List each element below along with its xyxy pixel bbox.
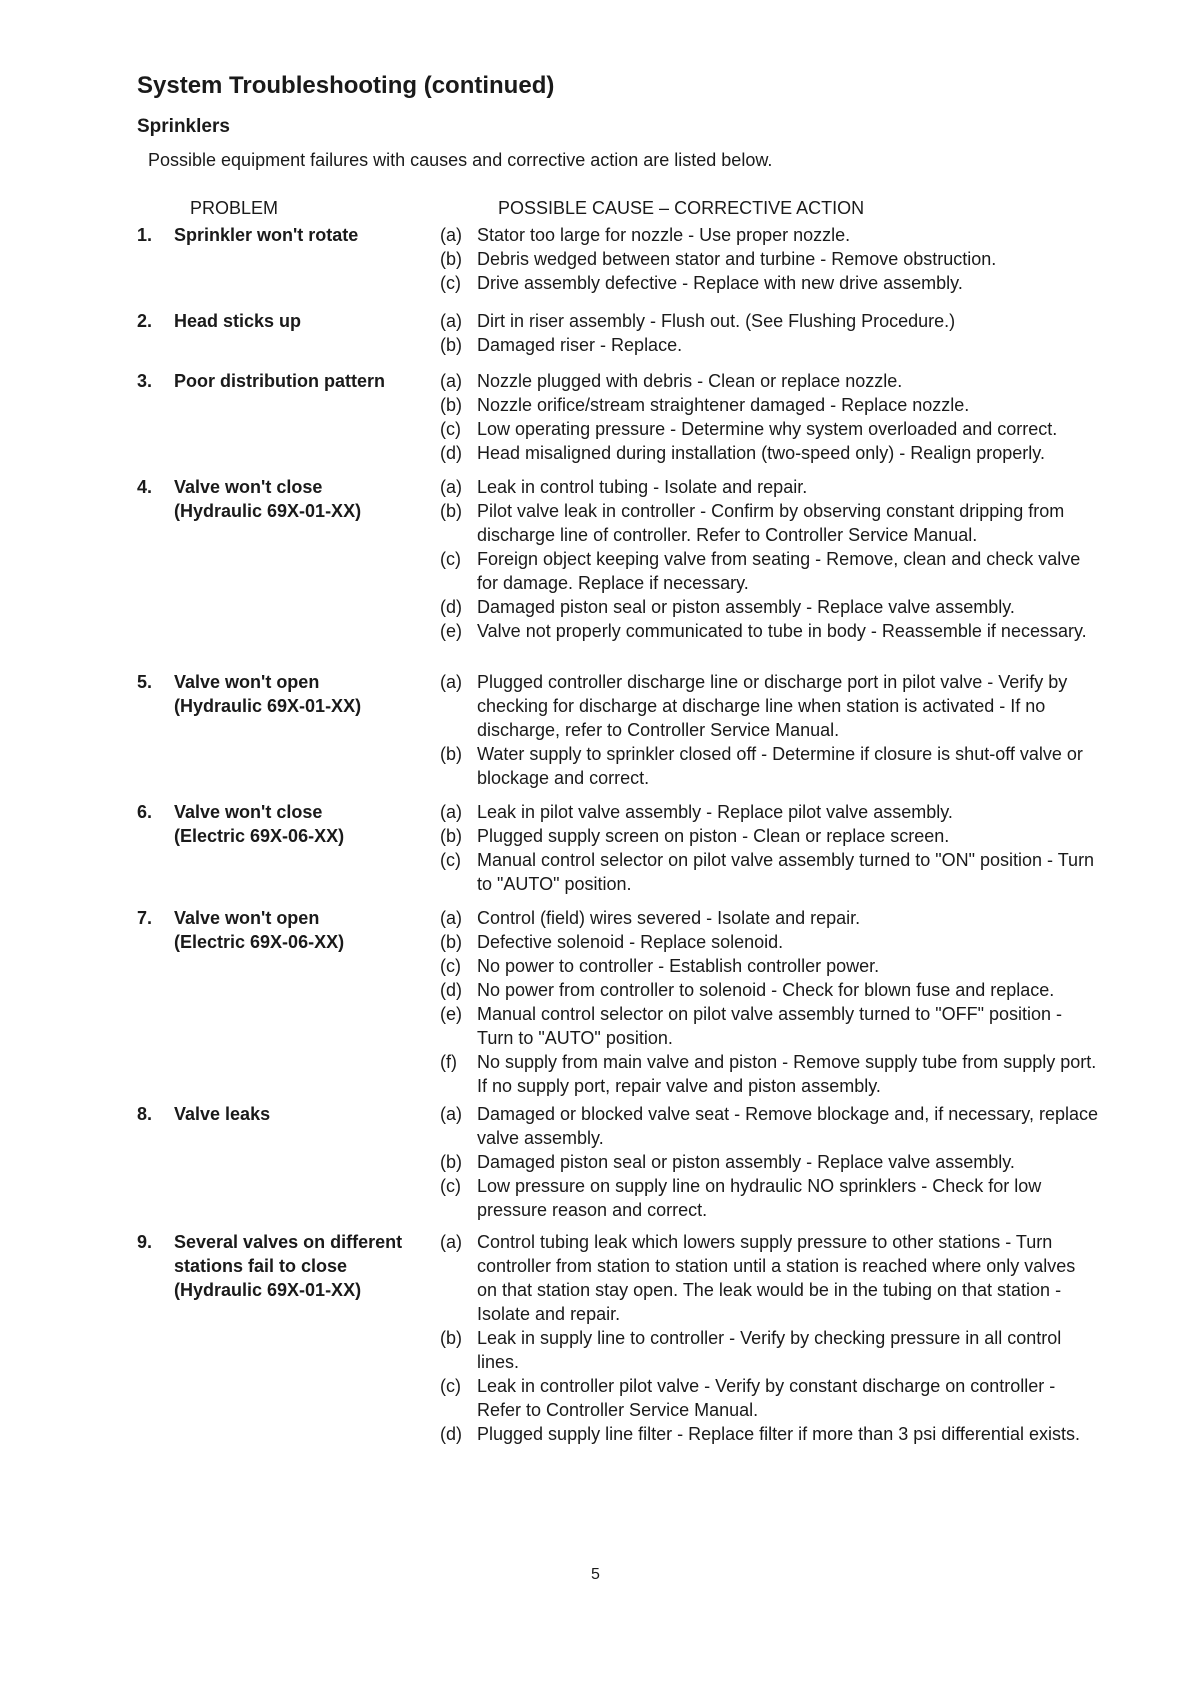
column-header-cause: POSSIBLE CAUSE – CORRECTIVE ACTION	[498, 198, 865, 218]
cause-label: (e)	[440, 621, 462, 641]
cause-item	[440, 1230, 1100, 1326]
cause-item	[440, 393, 1100, 417]
cause-label: (e)	[440, 1004, 462, 1024]
cause-text: Damaged piston seal or piston assembly - Replace valve assembly.	[477, 1152, 1015, 1172]
column-header-problem: PROBLEM	[190, 198, 279, 218]
cause-text: Stator too large for nozzle - Use proper nozzle.	[477, 225, 851, 245]
cause-text: Control (field) wires severed - Isolate and repair.	[477, 908, 861, 928]
problem-label: Valve won't open (Hydraulic 69X-01-XX)	[174, 672, 362, 716]
cause-label: (c)	[440, 549, 461, 569]
cause-label: (a)	[440, 225, 462, 245]
cause-text: Head misaligned during installation (two-speed only) - Realign properly.	[477, 443, 1045, 463]
cause-label: (c)	[440, 419, 461, 439]
cause-label: (c)	[440, 956, 461, 976]
cause-text: Defective solenoid - Replace solenoid.	[477, 932, 784, 952]
cause-label: (f)	[440, 1052, 457, 1072]
cause-item	[440, 1002, 1100, 1050]
cause-text: Low operating pressure - Determine why system overloaded and correct.	[477, 419, 1058, 439]
cause-item	[440, 978, 1100, 1002]
cause-list	[440, 670, 1100, 790]
cause-item	[440, 1374, 1100, 1422]
cause-label: (a)	[440, 672, 462, 692]
cause-text: Control tubing leak which lowers supply pressure to other stations - Turn controller from station to station until a station is reached where only valves on that station stay open. The leak would be in the tubing on that station - Isolate and repair.	[477, 1232, 1076, 1324]
cause-item	[440, 333, 1100, 357]
cause-item	[440, 1326, 1100, 1374]
cause-label: (c)	[440, 1176, 461, 1196]
problem-label: Valve leaks	[174, 1104, 271, 1124]
cause-text: No supply from main valve and piston - Remove supply tube from supply port. If no supply port, repair valve and piston assembly.	[477, 1052, 1097, 1096]
cause-text: Nozzle orifice/stream straightener damaged - Replace nozzle.	[477, 395, 970, 415]
cause-text: Leak in controller pilot valve - Verify by constant discharge on controller - Refer to Controller Service Manual.	[477, 1376, 1056, 1420]
cause-label: (a)	[440, 1104, 462, 1124]
cause-text: Plugged supply line filter - Replace filter if more than 3 psi differential exists.	[477, 1424, 1080, 1444]
cause-list	[440, 309, 1100, 357]
cause-list	[440, 1230, 1100, 1446]
cause-list	[440, 800, 1100, 896]
cause-item	[440, 619, 1100, 643]
cause-item	[440, 475, 1100, 499]
cause-label: (b)	[440, 744, 462, 764]
cause-label: (c)	[440, 850, 461, 870]
cause-item	[440, 309, 1100, 333]
item-number: 1.	[137, 225, 153, 245]
cause-label: (d)	[440, 597, 462, 617]
cause-item	[440, 848, 1100, 896]
cause-item	[440, 417, 1100, 441]
cause-item	[440, 954, 1100, 978]
cause-label: (d)	[440, 980, 462, 1000]
cause-text: No power from controller to solenoid - Check for blown fuse and replace.	[477, 980, 1055, 1000]
problem-label: Poor distribution pattern	[174, 371, 385, 391]
cause-text: Nozzle plugged with debris - Clean or replace nozzle.	[477, 371, 903, 391]
cause-text: Leak in control tubing - Isolate and repair.	[477, 477, 808, 497]
section-subtitle: Sprinklers	[137, 116, 230, 137]
cause-item	[440, 1050, 1100, 1098]
cause-label: (b)	[440, 932, 462, 952]
cause-item	[440, 1174, 1100, 1222]
cause-list	[440, 369, 1100, 465]
cause-label: (d)	[440, 1424, 462, 1444]
cause-label: (d)	[440, 443, 462, 463]
intro-text: Possible equipment failures with causes and corrective action are listed below.	[148, 150, 773, 170]
cause-label: (b)	[440, 1152, 462, 1172]
problem-label: Valve won't open (Electric 69X-06-XX)	[174, 908, 345, 952]
cause-list	[440, 223, 1100, 295]
problem-label: Head sticks up	[174, 311, 302, 331]
cause-list	[440, 475, 1100, 643]
cause-text: Manual control selector on pilot valve assembly turned to "ON" position - Turn to "AUTO" position.	[477, 850, 1095, 894]
cause-label: (a)	[440, 802, 462, 822]
cause-label: (b)	[440, 395, 462, 415]
page-number: 5	[591, 1566, 600, 1583]
cause-item	[440, 247, 1100, 271]
cause-text: Leak in supply line to controller - Verify by checking pressure in all control lines.	[477, 1328, 1062, 1372]
cause-label: (a)	[440, 1232, 462, 1252]
cause-item	[440, 223, 1100, 247]
page-title: System Troubleshooting (continued)	[137, 72, 555, 99]
cause-text: Manual control selector on pilot valve assembly turned to "OFF" position - Turn to "AUTO" position.	[477, 1004, 1063, 1048]
cause-item	[440, 271, 1100, 295]
cause-item	[440, 441, 1100, 465]
item-number: 8.	[137, 1104, 153, 1124]
cause-item	[440, 800, 1100, 824]
cause-item	[440, 742, 1100, 790]
cause-text: Damaged piston seal or piston assembly - Replace valve assembly.	[477, 597, 1015, 617]
cause-label: (a)	[440, 371, 462, 391]
cause-label: (a)	[440, 908, 462, 928]
problem-label: Valve won't close (Hydraulic 69X-01-XX)	[174, 477, 362, 521]
cause-item	[440, 499, 1100, 547]
cause-label: (a)	[440, 311, 462, 331]
item-number: 2.	[137, 311, 153, 331]
cause-text: Low pressure on supply line on hydraulic NO sprinklers - Check for low pressure reason and correct.	[477, 1176, 1042, 1220]
cause-label: (b)	[440, 826, 462, 846]
cause-text: Plugged supply screen on piston - Clean or replace screen.	[477, 826, 950, 846]
cause-text: Damaged or blocked valve seat - Remove blockage and, if necessary, replace valve assembly.	[477, 1104, 1098, 1148]
cause-text: Damaged riser - Replace.	[477, 335, 683, 355]
cause-label: (b)	[440, 249, 462, 269]
cause-label: (c)	[440, 1376, 461, 1396]
cause-item	[440, 547, 1100, 595]
cause-text: Dirt in riser assembly - Flush out. (See Flushing Procedure.)	[477, 311, 956, 331]
cause-text: Water supply to sprinkler closed off - Determine if closure is shut-off valve or blockage and correct.	[477, 744, 1083, 788]
cause-label: (b)	[440, 1328, 462, 1348]
cause-label: (b)	[440, 335, 462, 355]
cause-text: Valve not properly communicated to tube in body - Reassemble if necessary.	[477, 621, 1087, 641]
problem-label: Several valves on different stations fail to close (Hydraulic 69X-01-XX)	[174, 1232, 403, 1300]
cause-item	[440, 670, 1100, 742]
cause-label: (c)	[440, 273, 461, 293]
cause-label: (a)	[440, 477, 462, 497]
cause-item	[440, 369, 1100, 393]
cause-text: No power to controller - Establish controller power.	[477, 956, 880, 976]
item-number: 4.	[137, 477, 153, 497]
item-number: 6.	[137, 802, 153, 822]
item-number: 5.	[137, 672, 153, 692]
cause-item	[440, 824, 1100, 848]
cause-item	[440, 1150, 1100, 1174]
cause-label: (b)	[440, 501, 462, 521]
cause-list	[440, 906, 1100, 1098]
cause-item	[440, 930, 1100, 954]
cause-list	[440, 1102, 1100, 1222]
item-number: 7.	[137, 908, 153, 928]
cause-text: Leak in pilot valve assembly - Replace pilot valve assembly.	[477, 802, 953, 822]
problem-label: Sprinkler won't rotate	[174, 225, 359, 245]
cause-text: Pilot valve leak in controller - Confirm by observing constant dripping from discharge line of controller. Refer to Controller Service Manual.	[477, 501, 1065, 545]
problem-label: Valve won't close (Electric 69X-06-XX)	[174, 802, 345, 846]
cause-item	[440, 1422, 1100, 1446]
cause-item	[440, 1102, 1100, 1150]
cause-item	[440, 595, 1100, 619]
cause-text: Debris wedged between stator and turbine - Remove obstruction.	[477, 249, 997, 269]
cause-item	[440, 906, 1100, 930]
cause-text: Plugged controller discharge line or discharge port in pilot valve - Verify by checking for discharge at discharge line when station is activated - If no discharge, refer to Controller Service Manual.	[477, 672, 1068, 740]
cause-text: Foreign object keeping valve from seating - Remove, clean and check valve for damage. Replace if necessary.	[477, 549, 1081, 593]
cause-text: Drive assembly defective - Replace with new drive assembly.	[477, 273, 963, 293]
item-number: 3.	[137, 371, 153, 391]
item-number: 9.	[137, 1232, 153, 1252]
